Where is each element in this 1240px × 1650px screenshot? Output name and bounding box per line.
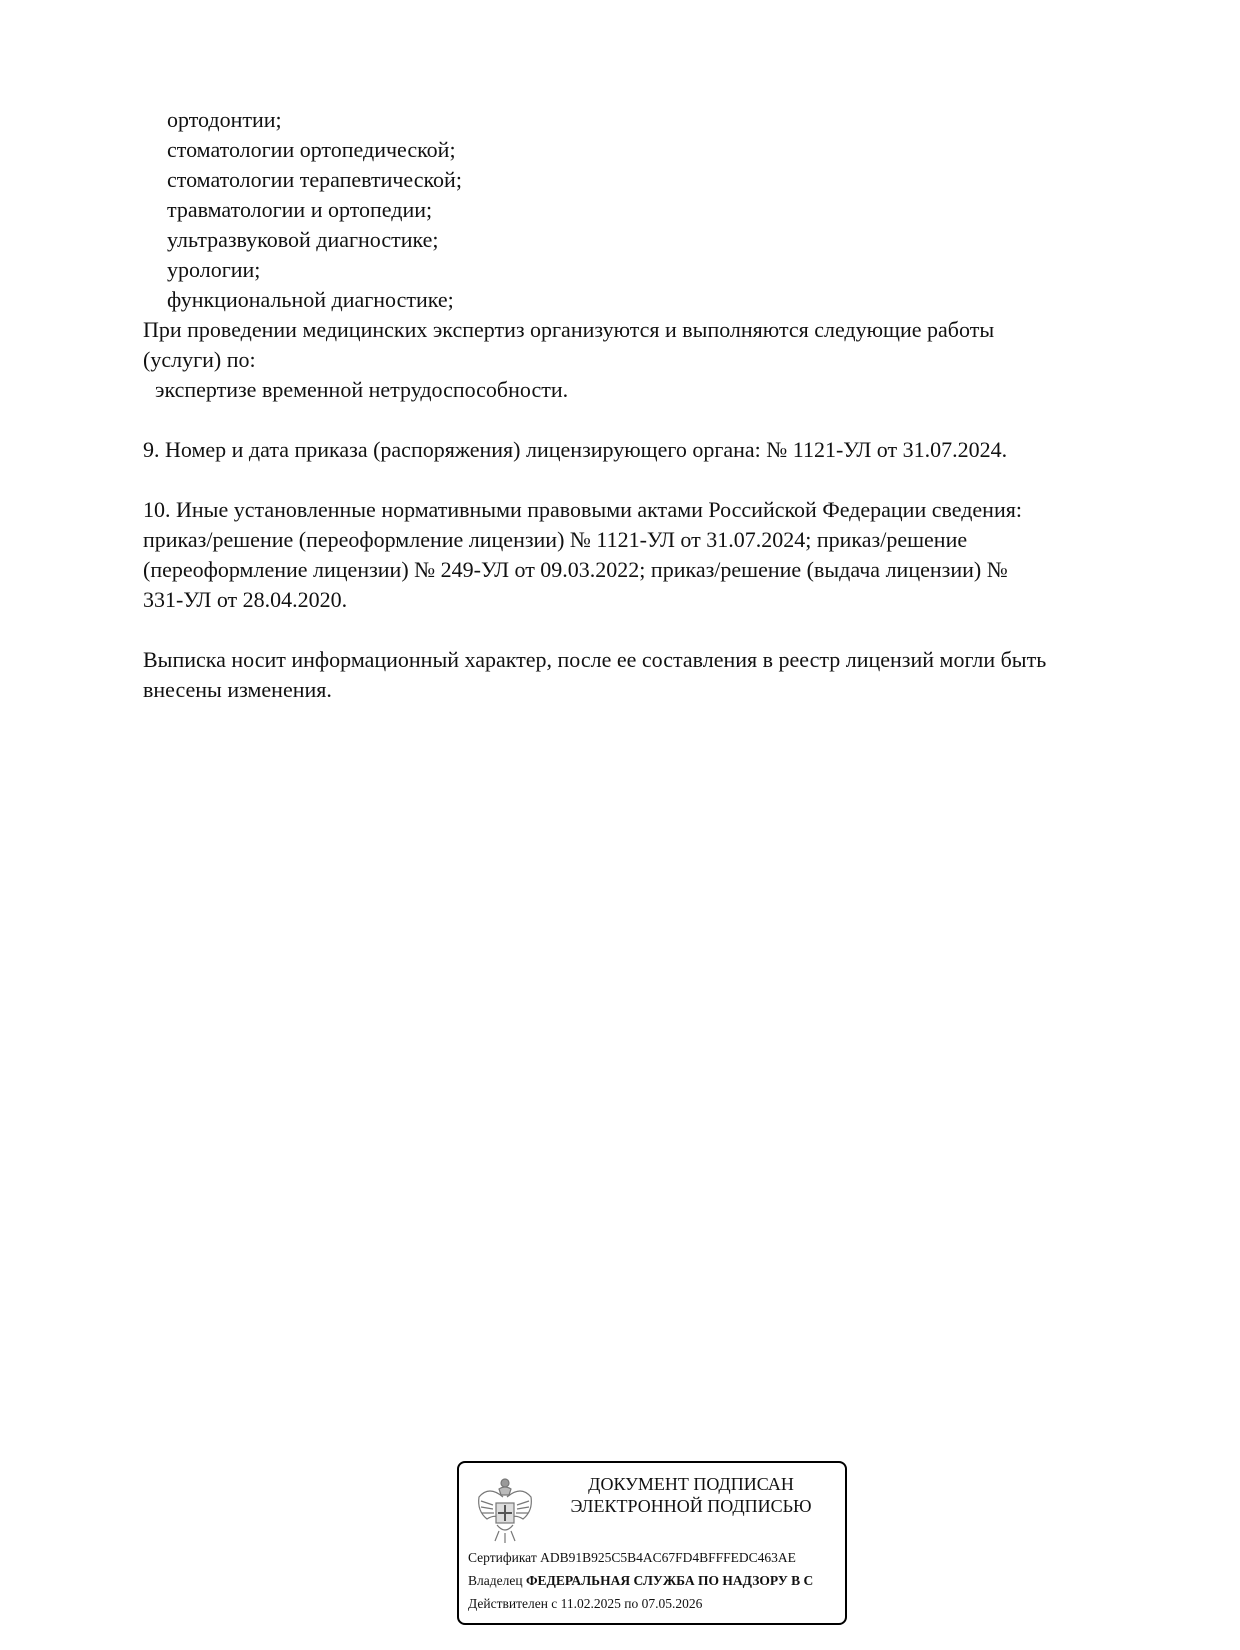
- owner-value: ФЕДЕРАЛЬНАЯ СЛУЖБА ПО НАДЗОРУ В С: [525, 1573, 814, 1588]
- list-item: стоматологии терапевтической;: [167, 167, 462, 192]
- expertise-item: экспертизе временной нетрудоспособности.: [155, 377, 569, 402]
- list-item: травматологии и ортопедии;: [167, 197, 433, 222]
- list-item: ортодонтии;: [167, 107, 282, 132]
- signature-title: ЭЛЕКТРОННОЙ ПОДПИСЬЮ: [570, 1496, 812, 1516]
- signature-title: ДОКУМЕНТ ПОДПИСАН: [588, 1474, 794, 1494]
- expertise-intro-cont: (услуги) по:: [143, 347, 256, 372]
- certificate-label: Сертификат: [468, 1550, 537, 1565]
- section-10-line: 331-УЛ от 28.04.2020.: [143, 587, 348, 612]
- disclaimer-line: внесены изменения.: [143, 677, 332, 702]
- electronic-signature-stamp: [457, 1461, 847, 1625]
- disclaimer-line: Выписка носит информационный характер, после ее составления в реестр лицензий могли быть: [143, 647, 1047, 672]
- section-10-line: (переоформление лицензии) № 249-УЛ от 09.03.2022; приказ/решение (выдача лицензии) №: [143, 557, 1008, 582]
- owner-label: Владелец: [468, 1573, 523, 1588]
- section-10-line: 10. Иные установленные нормативными правовыми актами Российской Федерации сведения:: [143, 497, 1022, 522]
- list-item: функциональной диагностике;: [167, 287, 454, 312]
- section-10-line: приказ/решение (переоформление лицензии) № 1121-УЛ от 31.07.2024; приказ/решение: [143, 527, 968, 552]
- certificate-value: ADB91B925C5B4AC67FD4BFFFEDC463AE: [540, 1550, 796, 1565]
- list-item: стоматологии ортопедической;: [167, 137, 456, 162]
- list-item: урологии;: [167, 257, 261, 282]
- owner-line: [468, 1572, 842, 1590]
- list-item: ультразвуковой диагностике;: [167, 227, 439, 252]
- expertise-intro: При проведении медицинских экспертиз организуются и выполняются следующие работы: [143, 317, 995, 342]
- certificate-line: [468, 1549, 842, 1567]
- validity-line: Действителен с 11.02.2025 по 07.05.2026: [468, 1596, 703, 1611]
- coat-of-arms-icon: [473, 1475, 537, 1547]
- section-9: 9. Номер и дата приказа (распоряжения) лицензирующего органа: № 1121-УЛ от 31.07.2024.: [143, 437, 1008, 462]
